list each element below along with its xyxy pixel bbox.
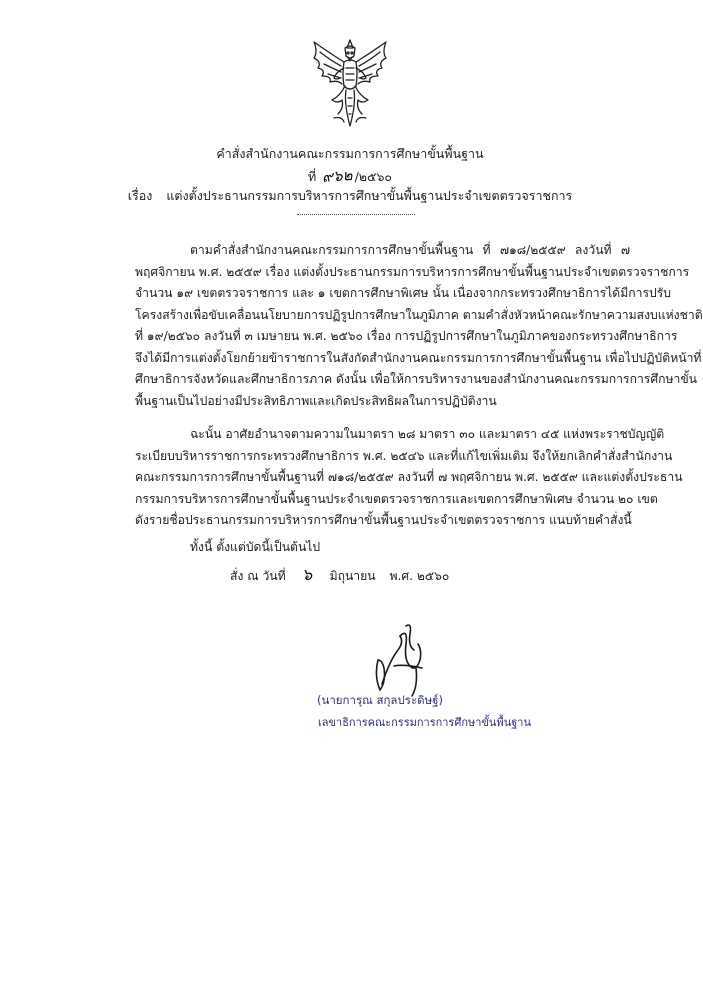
order-date xyxy=(230,565,449,586)
paragraph-1-line: ตามคำสั่งสำนักงานคณะกรรมการการศึกษาขั้นพื้นฐาน ที่ ๗๑๘/๒๕๕๙ ลงวันที่ ๗ xyxy=(190,243,630,257)
date-label: สั่ง ณ วันที่ xyxy=(230,569,286,583)
order-number xyxy=(0,165,700,187)
paragraph-2-line: ระเบียบบริหารราชการกระทรวงศึกษาธิการ พ.ศ. ๒๕๔๖ และที่แก้ไขเพิ่มเติม จึงให้ยกเลิกคำสั่งสำนักงาน xyxy=(135,448,673,463)
date-day-handwritten: ๖ xyxy=(301,564,313,585)
subject-label: เรื่อง xyxy=(127,188,153,203)
paragraph-1-line: โครงสร้างเพื่อขับเคลื่อนนโยบายการปฏิรูปการศึกษาในภูมิภาค ตามคำสั่งหัวหน้าคณะรักษาความสงบแห่งชาติ xyxy=(135,307,703,322)
signer-title: เลขาธิการคณะกรรมการการศึกษาขั้นพื้นฐาน xyxy=(318,716,531,729)
closing-statement: ทั้งนี้ ตั้งแต่บัดนี้เป็นต้นไป xyxy=(190,540,321,554)
paragraph-2-line: ดังรายชื่อประธานกรรมการบริหารการศึกษาขั้นพื้นฐานประจำเขตตรวจราชการ แนบท้ายคำสั่งนี้ xyxy=(135,513,632,527)
order-number-prefix: ที่ xyxy=(307,169,317,184)
paragraph-1-line: จำนวน ๑๙ เขตตรวจราชการ และ ๑ เขตการศึกษาพิเศษ นั้น เนื่องจากกระทรวงศึกษาธิการได้มีการปรับ xyxy=(135,286,672,300)
paragraph-1-line: พฤศจิกายน พ.ศ. ๒๕๕๙ เรื่อง แต่งตั้งประธานกรรมการบริหารการศึกษาขั้นพื้นฐานประจำเขตตรวจราชการ xyxy=(135,264,690,279)
subject-text: แต่งตั้งประธานกรรมการบริหารการศึกษาขั้นพื้นฐานประจำเขตตรวจราชการ xyxy=(166,188,573,203)
paragraph-2-line: กรรมการบริหารการศึกษาขั้นพื้นฐานประจำเขตตรวจราชการและเขตการศึกษาพิเศษ จำนวน ๒๐ เขต xyxy=(135,491,658,506)
subject-line xyxy=(0,188,700,204)
garuda-emblem-icon xyxy=(308,38,392,130)
signer-name: (นายการุณ สกุลประดิษฐ์) xyxy=(316,693,444,707)
paragraph-2-line: คณะกรรมการการศึกษาขั้นพื้นฐานที่ ๗๑๘/๒๕๕๙ ลงวันที่ ๗ พฤศจิกายน พ.ศ. ๒๕๕๙ และแต่งตั้งประธาน xyxy=(135,470,683,484)
date-year: พ.ศ. ๒๕๖๐ xyxy=(389,569,450,583)
date-month: มิถุนายน xyxy=(329,569,376,583)
order-number-suffix: /๒๕๖๐ xyxy=(354,169,393,184)
paragraph-1-line: ที่ ๑๙/๒๕๖๐ ลงวันที่ ๓ เมษายน พ.ศ. ๒๕๖๐ เรื่อง การปฏิรูปการศึกษาในภูมิภาคของกระทรวงศึกษาธิการ xyxy=(135,329,678,343)
order-number-handwritten: ๙๖๒ xyxy=(321,165,354,187)
paragraph-1 xyxy=(135,240,703,412)
separator-rule xyxy=(297,214,415,215)
paragraph-1-line: จึงได้มีการแต่งตั้งโยกย้ายข้าราชการในสังกัดสำนักงานคณะกรรมการการศึกษาขั้นพื้นฐาน เพื่อไปปฏิบัติหน้าที่ xyxy=(135,350,702,365)
paragraph-2-line: ฉะนั้น อาศัยอำนาจตามความในมาตรา ๒๘ มาตรา ๓๐ และมาตรา ๔๕ แห่งพระราชบัญญัติ xyxy=(190,427,665,441)
paragraph-1-line: พื้นฐานเป็นไปอย่างมีประสิทธิภาพและเกิดประสิทธิผลในการปฏิบัติงาน xyxy=(135,393,497,408)
paragraph-1-line: ศึกษาธิการจังหวัดและศึกษาธิการภาค ดังนั้น เพื่อให้การบริหารงานของสำนักงานคณะกรรมการการศึกษาขั้น xyxy=(135,372,697,386)
paragraph-2 xyxy=(135,424,683,532)
order-title: คำสั่งสำนักงานคณะกรรมการการศึกษาขั้นพื้นฐาน xyxy=(216,146,484,161)
handwritten-signature xyxy=(360,620,470,702)
